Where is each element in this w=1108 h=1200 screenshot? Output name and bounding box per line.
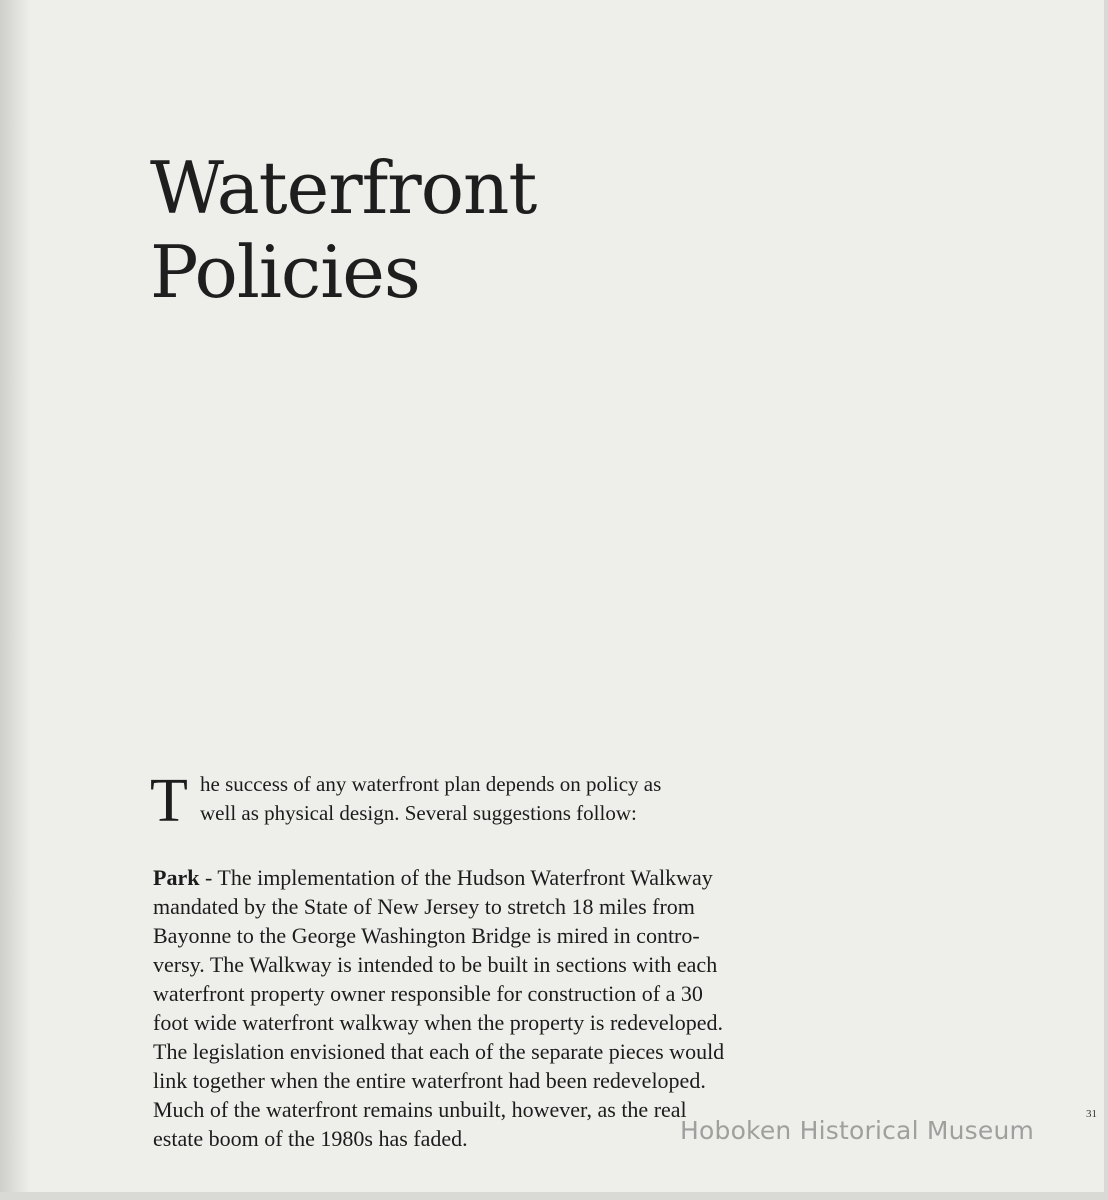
park-label: Park bbox=[153, 865, 200, 890]
park-line-1-text: - The implementation of the Hudson Waterfront Walkway bbox=[199, 865, 713, 890]
page-title-line-2: Policies bbox=[150, 230, 420, 314]
park-paragraph bbox=[153, 863, 813, 1153]
drop-cap: T bbox=[150, 767, 188, 835]
intro-line-1: he success of any waterfront plan depends on policy as bbox=[200, 772, 662, 796]
watermark: Hoboken Historical Museum bbox=[680, 1116, 1035, 1145]
park-line-8: link together when the entire waterfront had been redeveloped. bbox=[153, 1068, 706, 1093]
park-line-5: waterfront property owner responsible for construction of a 30 bbox=[153, 981, 703, 1006]
park-line-4: versy. The Walkway is intended to be built in sections with each bbox=[153, 952, 718, 977]
park-line-10: estate boom of the 1980s has faded. bbox=[153, 1126, 468, 1151]
intro-paragraph bbox=[150, 767, 813, 835]
park-line-2: mandated by the State of New Jersey to stretch 18 miles from bbox=[153, 894, 695, 919]
page-title bbox=[150, 146, 536, 314]
park-line-9: Much of the waterfront remains unbuilt, however, as the real bbox=[153, 1097, 687, 1122]
park-line-1 bbox=[153, 863, 813, 892]
binding-shadow bbox=[0, 0, 30, 1192]
park-line-6: foot wide waterfront walkway when the property is redeveloped. bbox=[153, 1010, 723, 1035]
park-line-7: The legislation envisioned that each of the separate pieces would bbox=[153, 1039, 725, 1064]
intro-line-2: well as physical design. Several suggestions follow: bbox=[200, 801, 637, 825]
page-number: 31 bbox=[1086, 1108, 1097, 1120]
park-line-3: Bayonne to the George Washington Bridge is mired in contro- bbox=[153, 923, 700, 948]
body-text bbox=[150, 767, 813, 1153]
page-title-line-1: Waterfront bbox=[150, 146, 537, 230]
